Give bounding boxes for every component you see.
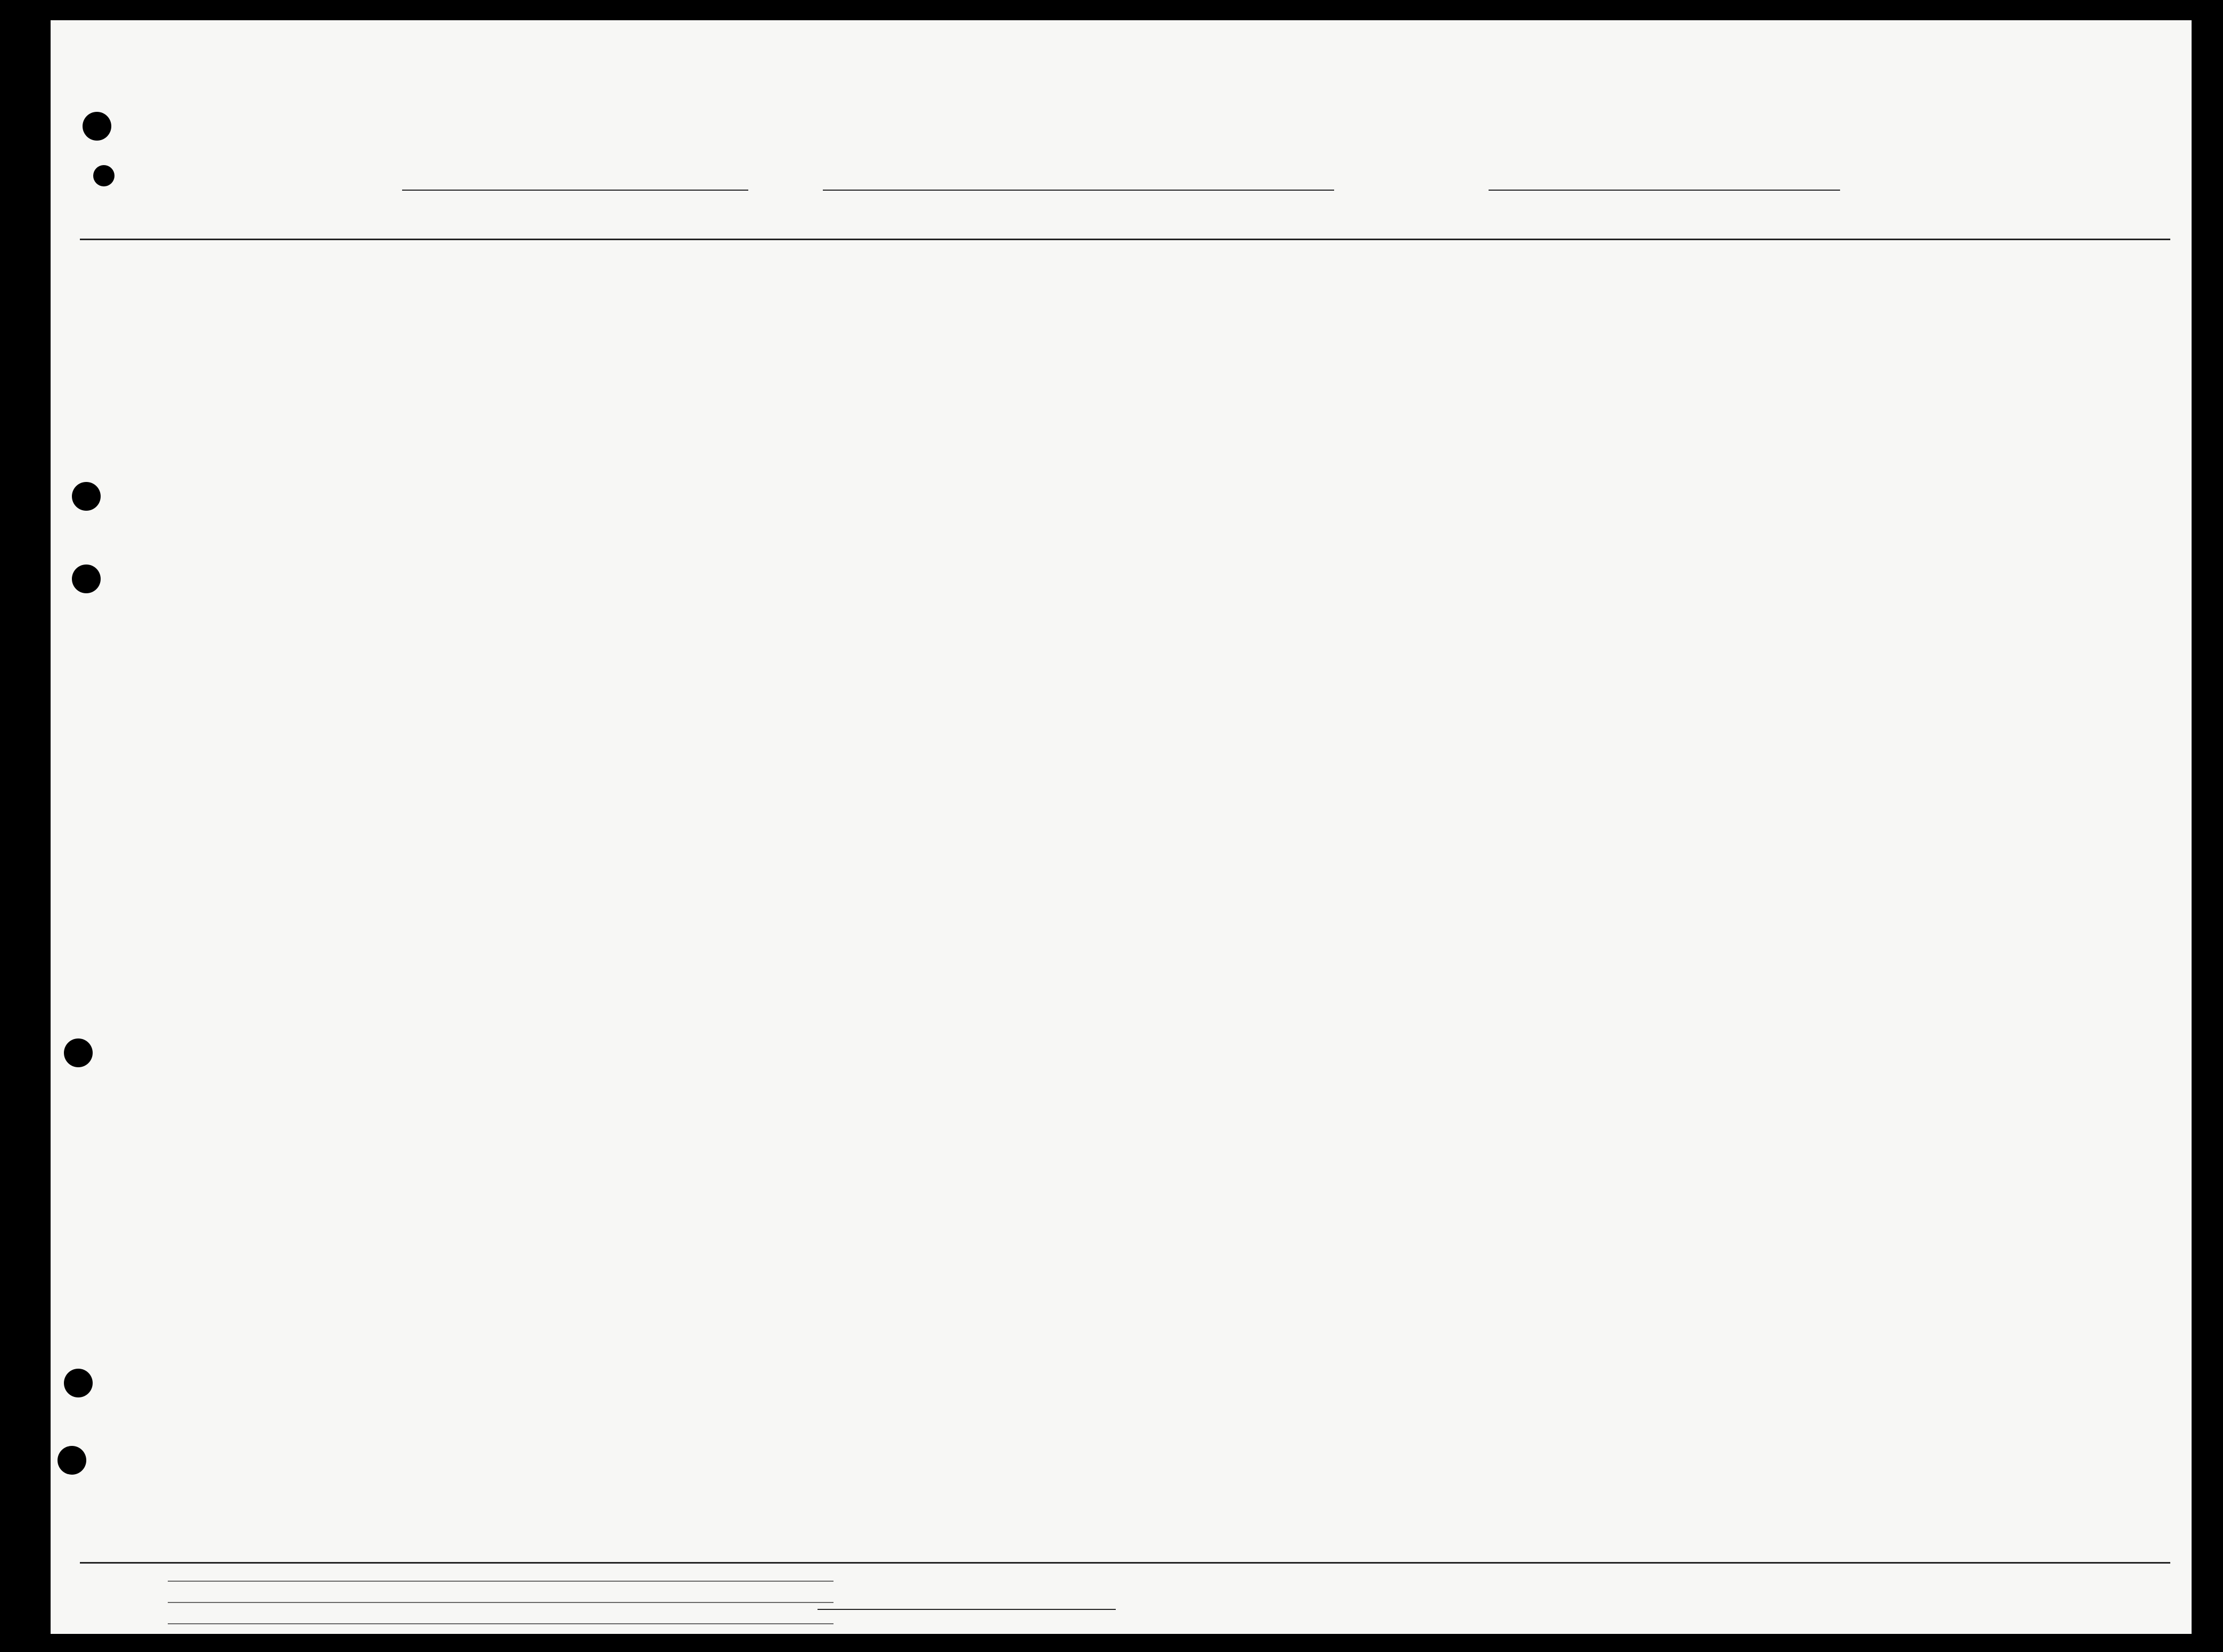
punch-hole — [64, 1369, 93, 1397]
punch-hole — [64, 1038, 93, 1067]
punch-hole — [58, 1446, 86, 1475]
manifest-sheet — [51, 20, 2192, 1634]
punch-hole — [93, 165, 115, 186]
punch-hole — [72, 482, 101, 511]
punch-hole — [83, 112, 111, 141]
punch-hole — [72, 565, 101, 593]
